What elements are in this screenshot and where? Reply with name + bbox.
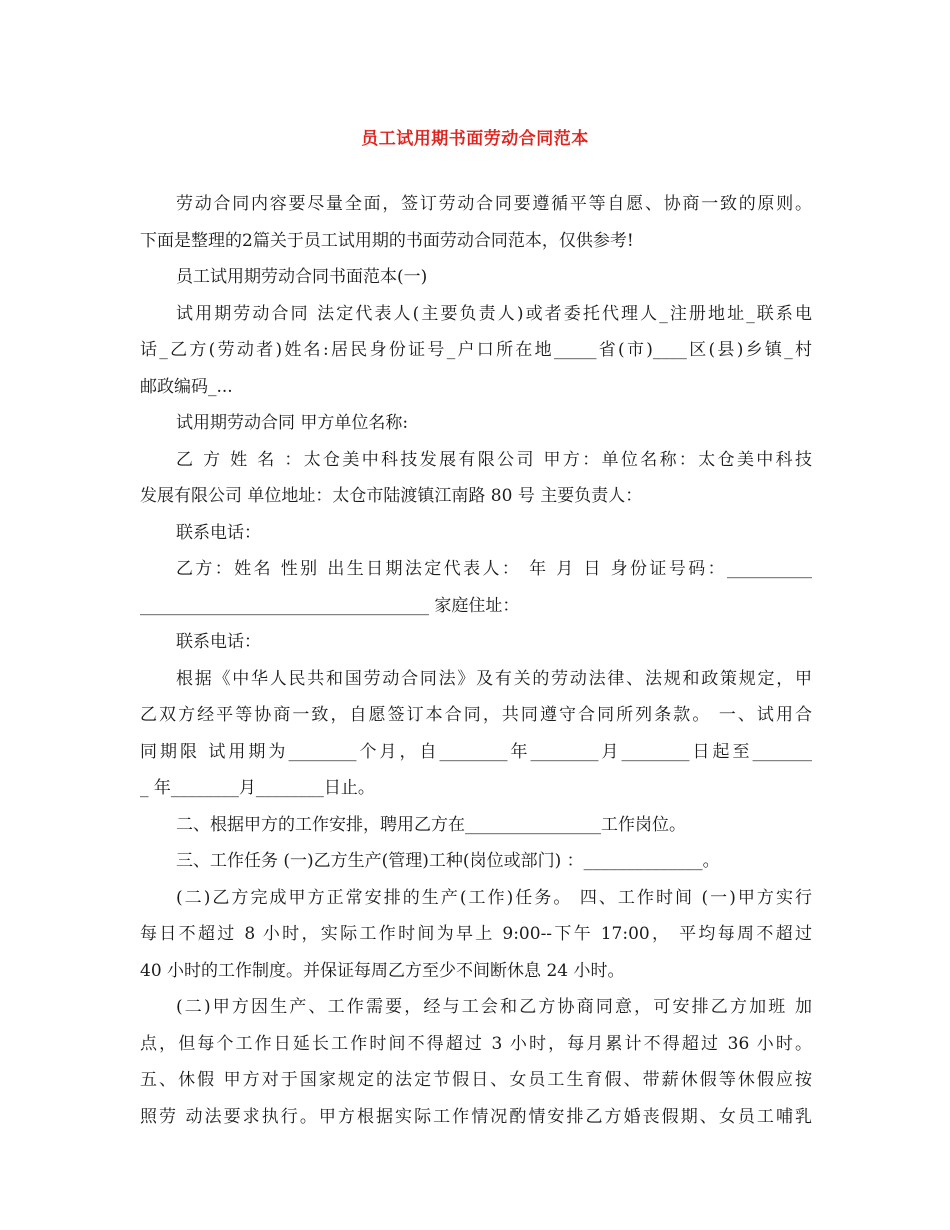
body-line: 三、工作任务 (一)乙方生产(管理)工种(岗位或部门) ：______________。 [176, 851, 720, 871]
body-line: (二)乙方完成甲方正常安排的生产(工作)任务。 四、工作时间 (一)甲方实行 [176, 887, 812, 908]
body-line: 40 小时的工作制度。并保证每周乙方至少不间断休息 24 小时。 [140, 960, 625, 981]
body-line: 劳动合同内容要尽量全面，签订劳动合同要遵循平等自愿、协商一致的原则。 [176, 194, 812, 214]
body-line: 同期限 试用期为________个月，自________年________月________日起至_______ [140, 741, 812, 762]
body-line: 乙双方经平等协商一致，自愿签订本合同，共同遵守合同所列条款。 一、试用合 [140, 705, 812, 725]
body-line: 联系电话： [176, 522, 261, 543]
body-line: 照劳 动法要求执行。甲方根据实际工作情况酌情安排乙方婚丧假期、女员工哺乳 [140, 1106, 812, 1127]
body-line: _ 年________月________日止。 [140, 778, 375, 798]
body-line: 发展有限公司 单位地址：太仓市陆渡镇江南路 80 号 主要负责人： [140, 486, 643, 506]
body-line: 点，但每个工作日延长工作时间不得超过 3 小时，每月累计不得超过 36 小时。 [140, 1033, 812, 1054]
body-line: 乙 方 姓 名 ：太仓美中科技发展有限公司 甲方：单位名称：太仓美中科技 [176, 449, 812, 470]
section-heading: 员工试用期劳动合同书面范本(一) [176, 267, 428, 287]
document-body [140, 186, 812, 1135]
body-line: 话_乙方(劳动者)姓名:居民身份证号_户口所在地_____省(市)____区(县)乡镇_村 [140, 340, 812, 360]
body-line: 下面是整理的2篇关于员工试用期的书面劳动合同范本，仅供参考! [140, 230, 634, 251]
body-line: 邮政编码_... [140, 376, 233, 397]
document-title: 员工试用期书面劳动合同范本 [361, 129, 589, 149]
body-line: 试用期劳动合同 甲方单位名称: [176, 413, 409, 433]
body-line: 联系电话： [176, 632, 261, 652]
body-line: 二、根据甲方的工作安排，聘用乙方在________________工作岗位。 [176, 814, 686, 835]
body-line: 试用期劳动合同 法定代表人(主要负责人)或者委托代理人_注册地址_联系电 [176, 303, 812, 324]
body-line: 五、休假 甲方对于国家规定的法定节假日、女员工生育假、带薪休假等休假应按 [140, 1070, 812, 1090]
body-line: __________________________________ 家庭住址： [140, 595, 520, 616]
body-line: 每日不超过 8 小时，实际工作时间为早上 9:00--下午 17:00， 平均每周不超过 [140, 924, 812, 944]
body-line: 乙方：姓名 性别 出生日期法定代表人： 年 月 日 身份证号码：__________ [176, 559, 812, 579]
body-line: 根据《中华人民共和国劳动合同法》及有关的劳动法律、法规和政策规定，甲 [176, 668, 812, 689]
body-line: (二)甲方因生产、工作需要，经与工会和乙方协商同意，可安排乙方加班 加 [176, 997, 812, 1017]
